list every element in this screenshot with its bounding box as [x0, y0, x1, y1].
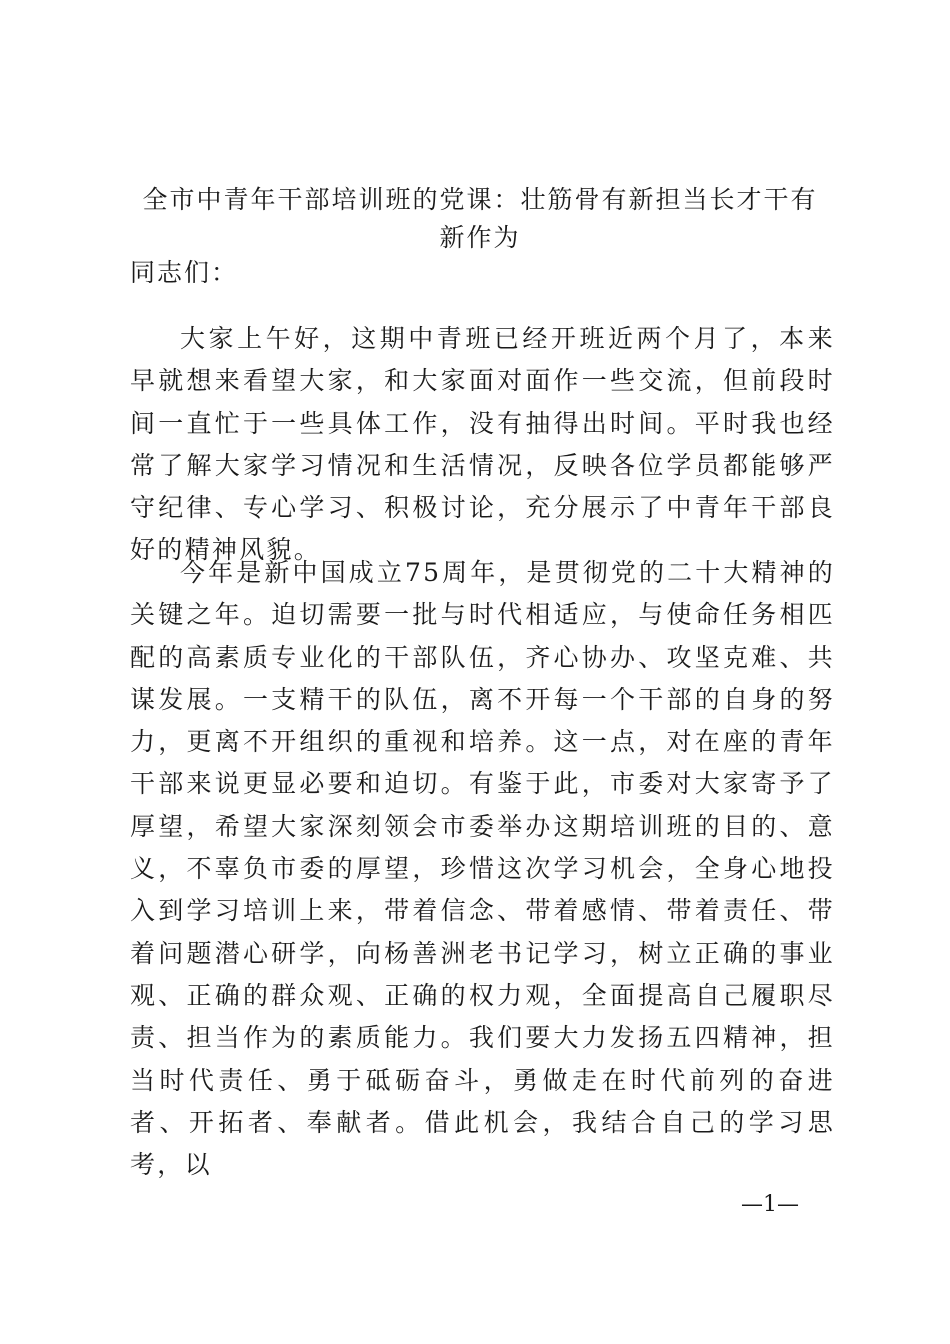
- salutation: 同志们：: [130, 258, 239, 287]
- paragraph-2: 今年是新中国成立75周年，是贯彻党的二十大精神的关键之年。迫切需要一批与时代相适应，与使命任务相匹配的高素质专业化的干部队伍，齐心协办、攻坚克难、共谋发展。一支精干的队伍，离不开每一个干部的自身的努力，更离不开组织的重视和培养。这一点，对在座的青年干部来说更显必要和迫切。有鉴于此，市委对大家寄予了厚望，希望大家深刻领会市委举办这期培训班的目的、意义，不辜负市委的厚望，珍惜这次学习机会，全身心地投入到学习培训上来，带着信念、带着感情、带着责任、带着问题潜心研学，向杨善洲老书记学习，树立正确的事业观、正确的群众观、正确的权力观，全面提高自己履职尽责、担当作为的素质能力。我们要大力发扬五四精神，担当时代责任、勇于砥砺奋斗，勇做走在时代前列的奋进者、开拓者、奉献者。借此机会，我结合自己的学习思考，以: [130, 558, 835, 1180]
- paragraph-1: 大家上午好，这期中青班已经开班近两个月了，本来早就想来看望大家，和大家面对面作一些交流，但前段时间一直忙于一些具体工作，没有抽得出时间。平时我也经常了解大家学习情况和生活情况，反映各位学员都能够严守纪律、专心学习、积极讨论，充分展示了中青年干部良好的精神风貌。: [130, 324, 835, 565]
- document-title: 全市中青年干部培训班的党课：壮筋骨有新担当长才干有新作为: [142, 185, 818, 252]
- page-number: —1—: [741, 1192, 799, 1217]
